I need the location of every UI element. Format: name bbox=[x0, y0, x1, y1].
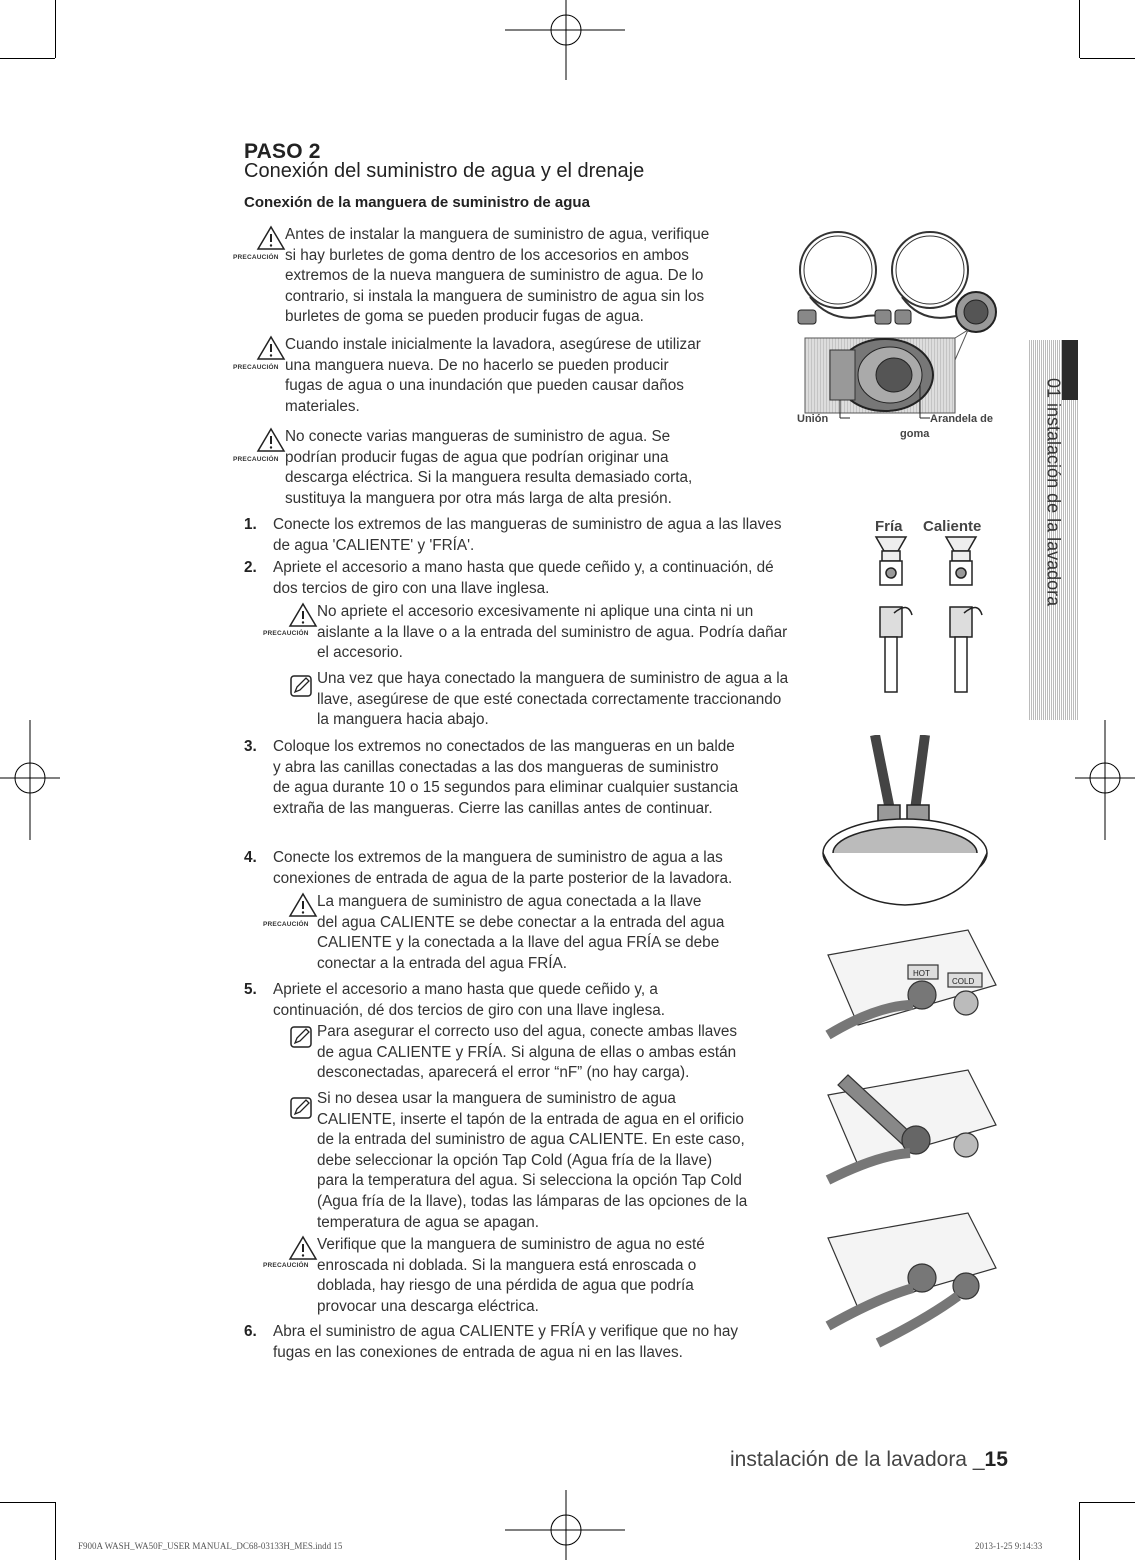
step-4-text-line: conexiones de entrada de agua de la parte posterior de la lavadora. bbox=[273, 869, 733, 887]
hot-inlet-label: HOT bbox=[913, 969, 930, 978]
step-number: 4. bbox=[244, 849, 257, 866]
step5-note1-line: de agua CALIENTE y FRÍA. Si alguna de ellas o ambas están bbox=[317, 1043, 737, 1061]
hose-figure bbox=[790, 222, 1000, 342]
registration-mark-bottom bbox=[505, 1490, 625, 1560]
step-6-text-line: fugas en las conexiones de entrada de agua ni en las llaves. bbox=[273, 1343, 683, 1361]
step4-caution-line: CALIENTE y la conectada a la llave del agua FRÍA se debe bbox=[317, 934, 720, 952]
step4-caution-line: conectar a la entrada del agua FRÍA. bbox=[317, 954, 568, 972]
registration-mark-top bbox=[505, 0, 625, 80]
inlet-connection-figure bbox=[818, 925, 998, 1060]
caution-2-line: fugas de agua o una inundación que pueden causar daños bbox=[285, 377, 684, 395]
caution-1-line: Antes de instalar la manguera de suministro de agua, verifique bbox=[285, 226, 710, 243]
step-2-text-line: dos tercios de giro con una llave inglesa. bbox=[273, 579, 550, 597]
step2-note-line: la manguera hacia abajo. bbox=[317, 711, 489, 729]
step5-caution-line: doblada, hay riesgo de una pérdida de agua que podría bbox=[317, 1277, 694, 1295]
caution-2-line: Cuando instale inicialmente la lavadora, asegúrese de utilizar bbox=[285, 336, 701, 353]
note-pencil-icon bbox=[289, 1025, 315, 1051]
step-3-text-line: y abra las canillas conectadas a las dos mangueras de suministro bbox=[273, 758, 719, 776]
step-heading: PASO 2 bbox=[244, 140, 321, 163]
step-3-text-line: Coloque los extremos no conectados de las mangueras en un balde bbox=[273, 738, 735, 755]
caution-3-line: sustituya la manguera por otra más larga de alta presión. bbox=[285, 489, 672, 507]
caution-1-line: contrario, si instala la manguera de suministro de agua sin los bbox=[285, 287, 705, 305]
caution-2-line: una manguera nueva. De no hacerlo se pueden producir bbox=[285, 356, 669, 374]
bucket-figure bbox=[815, 735, 995, 910]
step5-note2-line: CALIENTE, inserte el tapón de la entrada de agua en el orificio bbox=[317, 1110, 744, 1128]
step5-note2-line: Si no desea usar la manguera de suministro de agua bbox=[317, 1090, 676, 1107]
precaution-label: PRECAUCIÓN bbox=[233, 456, 279, 463]
step2-caution-line: aislante a la llave o a la entrada del suministro de agua. Podría dañar bbox=[317, 623, 788, 641]
step-5-text-line: continuación, dé dos tercios de giro con una llave inglesa. bbox=[273, 1001, 666, 1019]
step-5-text-line: Apriete el accesorio a mano hasta que quede ceñido y, a bbox=[273, 981, 658, 998]
step-number: 1. bbox=[244, 516, 257, 533]
wrench-figure bbox=[818, 1065, 998, 1200]
washer-label-line2: goma bbox=[900, 428, 930, 440]
step5-note1-line: Para asegurar el correcto uso del agua, conecte ambas llaves bbox=[317, 1023, 738, 1040]
step-3-text-line: extraña de las mangueras. Cierre las canillas antes de continuar. bbox=[273, 799, 713, 817]
cold-label: Fría bbox=[875, 518, 903, 535]
precaution-label: PRECAUCIÓN bbox=[263, 630, 309, 637]
washer-label-line1: Arandela de bbox=[930, 413, 993, 425]
step5-caution-line: provocar una descarga eléctrica. bbox=[317, 1297, 539, 1315]
caution-3-line: descarga eléctrica. Si la manguera resulta demasiado corta, bbox=[285, 469, 693, 487]
caution-1-line: si hay burletes de goma dentro de los accesorios en ambos bbox=[285, 246, 689, 264]
caution-2-line: materiales. bbox=[285, 397, 360, 415]
step4-caution-line: La manguera de suministro de agua conectada a la llave bbox=[317, 893, 702, 910]
note-pencil-icon bbox=[289, 674, 315, 700]
step-1-text-line: de agua 'CALIENTE' y 'FRÍA'. bbox=[273, 536, 475, 554]
caution-3-line: podrían producir fugas de agua que podrían originar una bbox=[285, 448, 669, 466]
step-2-text-line: Apriete el accesorio a mano hasta que quede ceñido y, a continuación, dé bbox=[273, 559, 774, 576]
step2-caution-line: el accesorio. bbox=[317, 644, 403, 662]
step-number: 3. bbox=[244, 738, 257, 755]
step5-caution-line: enroscada ni doblada. Si la manguera está enroscada o bbox=[317, 1256, 697, 1274]
page-footer bbox=[730, 1448, 1008, 1472]
faucets-figure bbox=[868, 535, 998, 695]
caution-1-line: burletes de goma se pueden producir fugas de agua. bbox=[285, 308, 644, 326]
step-number: 6. bbox=[244, 1323, 257, 1340]
step-number: 5. bbox=[244, 981, 257, 998]
registration-mark-right bbox=[1075, 720, 1135, 840]
hot-label: Caliente bbox=[923, 518, 982, 535]
step5-note2-line: (Agua fría de la llave), todas las lámparas de las opciones de la bbox=[317, 1193, 748, 1210]
print-file-info: F900A WASH_WA50F_USER MANUAL_DC68-03133H_MES.indd 15 bbox=[78, 1541, 343, 1551]
step5-note2-line: temperatura de agua se apagan. bbox=[317, 1213, 539, 1231]
step4-caution-line: del agua CALIENTE se debe conectar a la entrada del agua bbox=[317, 913, 725, 931]
page-number: 15 bbox=[984, 1448, 1008, 1471]
precaution-label: PRECAUCIÓN bbox=[233, 254, 279, 261]
note-pencil-icon bbox=[289, 1096, 315, 1122]
step5-note2-line: debe seleccionar la opción Tap Cold (Agua fría de la llave) bbox=[317, 1151, 713, 1169]
step5-note1-line: desconectadas, aparecerá el error “nF” (no hay carga). bbox=[317, 1064, 690, 1082]
precaution-label: PRECAUCIÓN bbox=[263, 1262, 309, 1269]
fitting-closeup-figure bbox=[790, 330, 990, 450]
step5-caution-line: Verifique que la manguera de suministro de agua no esté bbox=[317, 1236, 705, 1253]
step-number: 2. bbox=[244, 559, 257, 576]
step-3-text-line: de agua durante 10 o 15 segundos para eliminar cualquier sustancia bbox=[273, 779, 739, 797]
section-title: Conexión del suministro de agua y el drenaje bbox=[244, 160, 645, 182]
hoses-connected-figure bbox=[818, 1208, 998, 1348]
step-4-text-line: Conecte los extremos de la manguera de suministro de agua a las bbox=[273, 849, 723, 866]
caution-1-line: extremos de la nueva manguera de suministro de agua. De lo bbox=[285, 267, 704, 285]
side-tab-label: 01 instalación de la lavadora bbox=[1043, 378, 1064, 607]
caution-3-line: No conecte varias mangueras de suministro de agua. Se bbox=[285, 428, 671, 445]
step-1-text-line: Conecte los extremos de las mangueras de suministro de agua a las llaves bbox=[273, 516, 782, 533]
footer-text: instalación de la lavadora _ bbox=[730, 1448, 985, 1471]
precaution-label: PRECAUCIÓN bbox=[263, 921, 309, 928]
section-subtitle: Conexión de la manguera de suministro de agua bbox=[244, 194, 590, 211]
registration-mark-left bbox=[0, 720, 60, 840]
step5-note2-line: de la entrada del suministro de agua CALIENTE. En este caso, bbox=[317, 1131, 745, 1149]
precaution-label: PRECAUCIÓN bbox=[233, 364, 279, 371]
step-6-text-line: Abra el suministro de agua CALIENTE y FRÍA y verifique que no hay bbox=[273, 1323, 739, 1340]
step2-note-line: llave, asegúrese de que esté conectada correctamente traccionando bbox=[317, 690, 782, 708]
step2-caution-line: No apriete el accesorio excesivamente ni aplique una cinta ni un bbox=[317, 603, 754, 620]
print-date: 2013-1-25 9:14:33 bbox=[975, 1541, 1043, 1551]
step5-note2-line: para la temperatura del agua. Si selecciona la opción Tap Cold bbox=[317, 1172, 742, 1190]
cold-inlet-label: COLD bbox=[952, 977, 975, 986]
step2-note-line: Una vez que haya conectado la manguera de suministro de agua a la bbox=[317, 670, 789, 687]
union-label: Unión bbox=[797, 413, 829, 425]
